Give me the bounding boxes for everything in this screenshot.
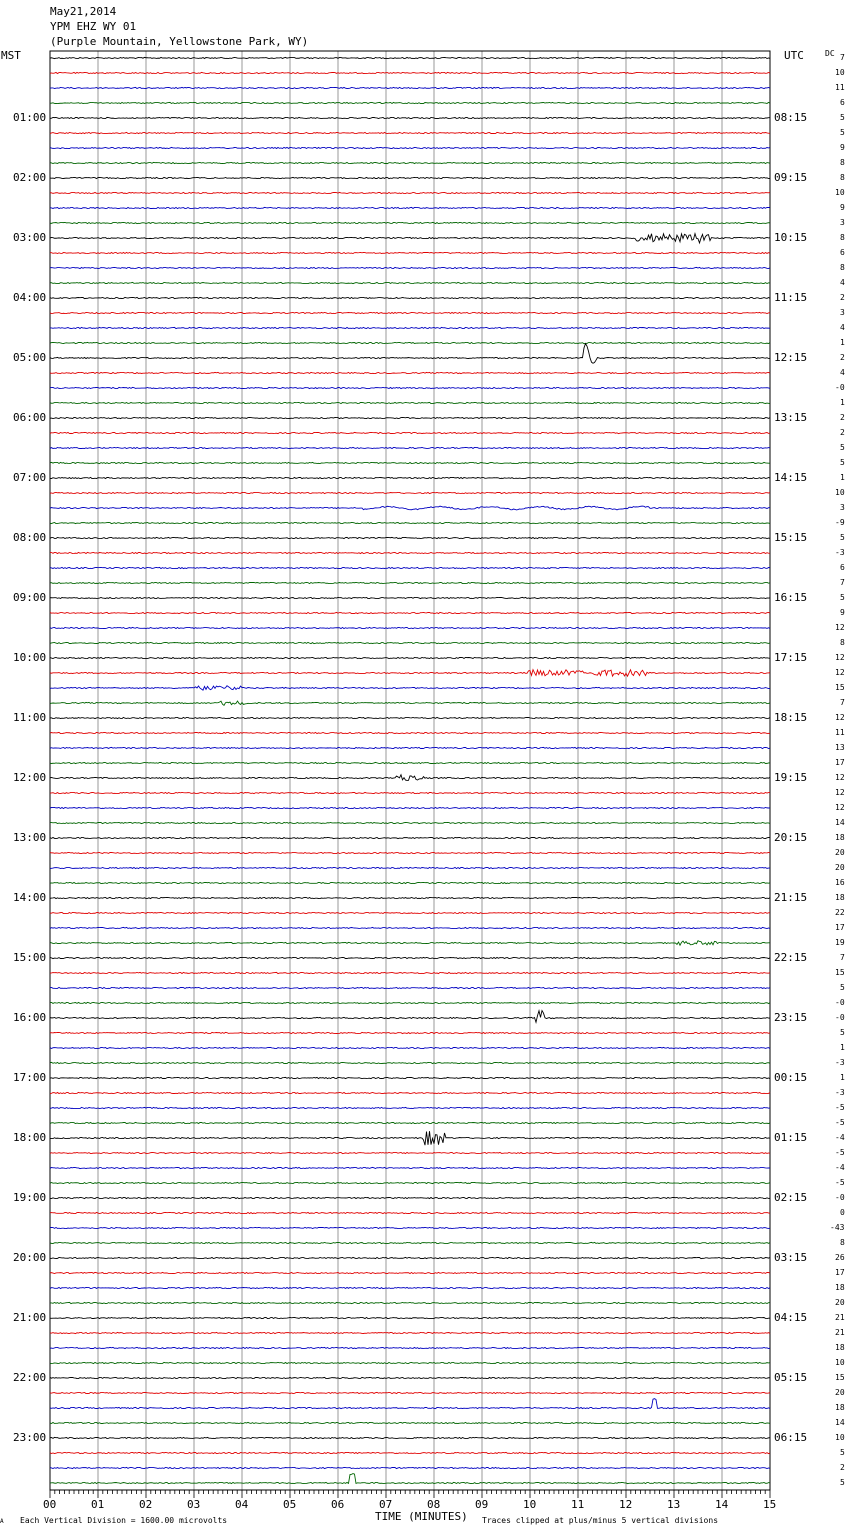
seismic-trace (50, 747, 770, 748)
plot-date: May21,2014 (50, 5, 117, 18)
mst-hour-label: 11:00 (13, 711, 47, 724)
utc-hour-label: 19:15 (774, 771, 808, 784)
dc-offset-value: 20 (835, 1298, 845, 1307)
dc-offset-value: 5 (840, 443, 845, 452)
dc-offset-value: 12 (835, 623, 845, 632)
dc-offset-value: 3 (840, 503, 845, 512)
seismic-trace (50, 1002, 770, 1003)
seismic-trace (50, 852, 770, 853)
mst-hour-label: 17:00 (13, 1071, 47, 1084)
seismic-trace (50, 1452, 770, 1453)
dc-offset-value: -3 (835, 548, 845, 557)
mst-hour-label: 12:00 (13, 771, 47, 784)
station-code: YPM EHZ WY 01 (50, 20, 137, 33)
dc-offset-value: 8 (840, 158, 845, 167)
dc-offset-value: 10 (835, 68, 845, 77)
x-tick-label: 09 (475, 1498, 489, 1511)
dc-offset-value: 13 (835, 743, 845, 752)
seismic-trace (50, 762, 770, 763)
seismic-trace (50, 102, 770, 103)
seismic-trace (50, 1107, 770, 1108)
mst-hour-label: 10:00 (13, 651, 47, 664)
dc-offset-value: -0 (835, 998, 845, 1007)
seismic-trace (50, 234, 770, 243)
dc-offset-value: 2 (840, 413, 845, 422)
mst-hour-label: 06:00 (13, 411, 47, 424)
dc-offset-value: -5 (835, 1148, 845, 1157)
dc-offset-value: 10 (835, 488, 845, 497)
utc-hour-label: 00:15 (774, 1071, 808, 1084)
mst-hour-label: 23:00 (13, 1431, 47, 1444)
utc-hour-label: 04:15 (774, 1311, 808, 1324)
seismic-trace (50, 57, 770, 58)
seismic-trace (50, 1317, 770, 1318)
mst-hour-label: 16:00 (13, 1011, 47, 1024)
dc-offset-value: -4 (835, 1133, 845, 1142)
seismic-trace (50, 1131, 770, 1145)
dc-offset-value: 17 (835, 1268, 845, 1277)
dc-offset-value: 4 (840, 368, 845, 377)
dc-offset-value: 4 (840, 323, 845, 332)
seismic-trace (50, 1152, 770, 1153)
seismic-trace (50, 732, 770, 733)
dc-offset-value: 14 (835, 818, 845, 827)
mst-hour-label: 22:00 (13, 1371, 47, 1384)
dc-offset-value: 16 (835, 878, 845, 887)
seismic-trace (50, 1227, 770, 1228)
seismic-trace (50, 344, 770, 364)
seismic-trace (50, 1242, 770, 1243)
seismic-trace (50, 297, 770, 298)
dc-offset-value: 1 (840, 1043, 845, 1052)
dc-offset-value: 20 (835, 848, 845, 857)
dc-offset-value: 6 (840, 248, 845, 257)
dc-offset-value: 17 (835, 758, 845, 767)
mst-hour-label: 03:00 (13, 231, 47, 244)
dc-offset-value: 20 (835, 1388, 845, 1397)
dc-offset-value: -5 (835, 1103, 845, 1112)
dc-offset-value: 9 (840, 203, 845, 212)
dc-offset-value: 8 (840, 233, 845, 242)
seismic-trace (50, 1092, 770, 1093)
seismic-trace (50, 537, 770, 538)
dc-offset-value: 8 (840, 173, 845, 182)
seismic-trace (50, 1032, 770, 1033)
seismic-trace (50, 567, 770, 568)
dc-offset-value: 21 (835, 1328, 845, 1337)
utc-hour-label: 06:15 (774, 1431, 808, 1444)
seismic-trace (50, 267, 770, 268)
utc-hour-label: 08:15 (774, 111, 808, 124)
dc-offset-value: 20 (835, 863, 845, 872)
seismic-trace (50, 582, 770, 583)
seismic-trace (50, 372, 770, 373)
seismic-trace (50, 162, 770, 163)
seismic-trace (50, 177, 770, 178)
seismic-trace (50, 462, 770, 463)
seismic-trace (50, 627, 770, 628)
dc-offset-value: 15 (835, 683, 845, 692)
seismic-trace (50, 327, 770, 328)
x-tick-label: 02 (139, 1498, 153, 1511)
dc-offset-value: 7 (840, 53, 845, 62)
dc-offset-value: 21 (835, 1313, 845, 1322)
x-tick-label: 00 (43, 1498, 57, 1511)
dc-offset-value: 5 (840, 533, 845, 542)
dc-offset-value: 12 (835, 653, 845, 662)
utc-hour-label: 18:15 (774, 711, 808, 724)
seismic-trace (50, 1474, 770, 1484)
x-tick-label: 12 (619, 1498, 633, 1511)
seismic-trace (50, 387, 770, 388)
dc-offset-value: 7 (840, 953, 845, 962)
seismic-trace (50, 701, 770, 705)
seismic-trace (50, 132, 770, 133)
seismic-trace (50, 927, 770, 928)
mst-hour-label: 04:00 (13, 291, 47, 304)
dc-offset-value: 5 (840, 1028, 845, 1037)
utc-hour-label: 22:15 (774, 951, 808, 964)
seismic-trace (50, 987, 770, 988)
utc-hour-label: 01:15 (774, 1131, 808, 1144)
dc-offset-value: 5 (840, 458, 845, 467)
utc-hour-label: 14:15 (774, 471, 808, 484)
dc-offset-value: 5 (840, 128, 845, 137)
seismic-trace (50, 957, 770, 958)
seismic-trace (50, 252, 770, 253)
seismic-trace (50, 670, 770, 677)
seismic-trace (50, 912, 770, 913)
seismic-trace (50, 506, 770, 510)
dc-offset-value: 3 (840, 308, 845, 317)
seismic-trace (50, 147, 770, 148)
dc-offset-value: 12 (835, 803, 845, 812)
seismic-trace (50, 612, 770, 613)
seismic-trace (50, 1122, 770, 1123)
x-tick-label: 11 (571, 1498, 585, 1511)
dc-offset-value: -43 (830, 1223, 845, 1232)
dc-offset-value: 2 (840, 1463, 845, 1472)
dc-offset-value: 19 (835, 938, 845, 947)
seismic-trace (50, 775, 770, 781)
mst-hour-label: 07:00 (13, 471, 47, 484)
mst-hour-label: 01:00 (13, 111, 47, 124)
seismic-trace (50, 1287, 770, 1288)
dc-offset-value: 15 (835, 1373, 845, 1382)
seismic-trace (50, 867, 770, 868)
seismic-trace (50, 432, 770, 433)
dc-offset-value: 15 (835, 968, 845, 977)
seismic-trace (50, 807, 770, 808)
dc-offset-value: -9 (835, 518, 845, 527)
seismic-trace (50, 1077, 770, 1078)
dc-offset-value: 4 (840, 278, 845, 287)
seismic-trace (50, 342, 770, 343)
seismic-trace (50, 1399, 770, 1409)
seismic-trace (50, 1362, 770, 1363)
seismic-trace (50, 1392, 770, 1393)
seismic-trace (50, 972, 770, 973)
x-tick-label: 05 (283, 1498, 297, 1511)
corner-mark: A (0, 1518, 4, 1525)
mst-hour-label: 15:00 (13, 951, 47, 964)
utc-hour-label: 03:15 (774, 1251, 808, 1264)
dc-offset-value: -5 (835, 1178, 845, 1187)
seismic-trace (50, 117, 770, 118)
dc-offset-value: 18 (835, 1343, 845, 1352)
seismic-trace (50, 1257, 770, 1258)
dc-offset-value: 5 (840, 1478, 845, 1487)
seismic-trace (50, 72, 770, 73)
dc-offset-value: 12 (835, 773, 845, 782)
seismic-trace (50, 941, 770, 945)
seismic-trace (50, 222, 770, 223)
utc-hour-label: 02:15 (774, 1191, 808, 1204)
x-tick-label: 01 (91, 1498, 105, 1511)
dc-offset-value: 12 (835, 668, 845, 677)
dc-offset-value: -4 (835, 1163, 845, 1172)
clip-note: Traces clipped at plus/minus 5 vertical divisions (482, 1516, 719, 1525)
x-tick-label: 03 (187, 1498, 201, 1511)
x-tick-label: 08 (427, 1498, 441, 1511)
seismic-trace (50, 792, 770, 793)
seismic-trace (50, 477, 770, 478)
seismic-trace (50, 207, 770, 208)
seismic-trace (50, 837, 770, 838)
mst-hour-label: 09:00 (13, 591, 47, 604)
seismic-trace (50, 1167, 770, 1168)
dc-offset-value: 1 (840, 398, 845, 407)
utc-hour-label: 20:15 (774, 831, 808, 844)
dc-offset-value: 12 (835, 713, 845, 722)
dc-offset-value: -5 (835, 1118, 845, 1127)
station-location: (Purple Mountain, Yellowstone Park, WY) (50, 35, 309, 48)
seismic-trace (50, 1347, 770, 1348)
dc-offset-value: 6 (840, 98, 845, 107)
dc-offset-value: 8 (840, 638, 845, 647)
scale-note: Each Vertical Division = 1600.00 microvolts (20, 1516, 228, 1525)
dc-offset-value: 5 (840, 113, 845, 122)
mst-hour-label: 08:00 (13, 531, 47, 544)
dc-offset-value: 5 (840, 983, 845, 992)
mst-hour-label: 18:00 (13, 1131, 47, 1144)
dc-offset-value: 9 (840, 608, 845, 617)
utc-hour-label: 23:15 (774, 1011, 808, 1024)
seismic-trace (50, 282, 770, 283)
dc-offset-value: 18 (835, 893, 845, 902)
utc-hour-label: 11:15 (774, 291, 808, 304)
dc-offset-value: 2 (840, 293, 845, 302)
seismic-trace (50, 552, 770, 553)
dc-offset-value: 11 (835, 728, 845, 737)
utc-hour-label: 12:15 (774, 351, 808, 364)
seismic-trace (50, 1062, 770, 1063)
x-tick-label: 07 (379, 1498, 393, 1511)
seismic-trace (50, 642, 770, 643)
dc-offset-value: 3 (840, 218, 845, 227)
seismic-trace (50, 686, 770, 690)
seismic-trace (50, 1197, 770, 1198)
dc-offset-value: -0 (835, 1193, 845, 1202)
dc-offset-value: 22 (835, 908, 845, 917)
dc-offset-value: 7 (840, 578, 845, 587)
dc-offset-value: 8 (840, 1238, 845, 1247)
dc-offset-value: 11 (835, 83, 845, 92)
dc-offset-value: -3 (835, 1058, 845, 1067)
seismic-trace (50, 1212, 770, 1213)
seismic-trace (50, 1047, 770, 1048)
seismic-trace (50, 492, 770, 493)
dc-offset-value: 18 (835, 1403, 845, 1412)
dc-offset-value: 1 (840, 1073, 845, 1082)
dc-offset-value: 7 (840, 698, 845, 707)
seismic-trace (50, 522, 770, 523)
right-timezone: UTC (784, 49, 804, 62)
dc-offset-value: 18 (835, 833, 845, 842)
seismic-trace (50, 597, 770, 598)
seismic-trace (50, 897, 770, 898)
seismic-trace (50, 1377, 770, 1378)
seismic-trace (50, 447, 770, 448)
dc-offset-value: 2 (840, 353, 845, 362)
dc-offset-value: -0 (835, 1013, 845, 1022)
plot-frame (50, 51, 770, 1490)
dc-header: DC (825, 49, 835, 58)
mst-hour-label: 14:00 (13, 891, 47, 904)
seismic-trace (50, 1467, 770, 1468)
utc-hour-label: 09:15 (774, 171, 808, 184)
utc-hour-label: 10:15 (774, 231, 808, 244)
seismic-trace (50, 1332, 770, 1333)
mst-hour-label: 19:00 (13, 1191, 47, 1204)
x-tick-label: 13 (667, 1498, 681, 1511)
seismic-trace (50, 1011, 770, 1023)
utc-hour-label: 21:15 (774, 891, 808, 904)
seismic-trace (50, 1302, 770, 1303)
mst-hour-label: 02:00 (13, 171, 47, 184)
seismic-trace (50, 402, 770, 403)
dc-offset-value: 2 (840, 428, 845, 437)
left-timezone: MST (1, 49, 21, 62)
dc-offset-value: -0 (835, 383, 845, 392)
utc-hour-label: 16:15 (774, 591, 808, 604)
mst-hour-label: 20:00 (13, 1251, 47, 1264)
x-axis-title: TIME (MINUTES) (375, 1510, 468, 1523)
seismic-trace (50, 717, 770, 718)
dc-offset-value: 1 (840, 473, 845, 482)
dc-offset-value: 14 (835, 1418, 845, 1427)
dc-offset-value: 12 (835, 788, 845, 797)
seismic-trace (50, 1422, 770, 1423)
dc-offset-value: 6 (840, 563, 845, 572)
dc-offset-value: 10 (835, 1433, 845, 1442)
seismic-trace (50, 882, 770, 883)
dc-offset-value: 17 (835, 923, 845, 932)
x-tick-label: 06 (331, 1498, 345, 1511)
seismic-trace (50, 1437, 770, 1438)
x-tick-label: 14 (715, 1498, 729, 1511)
mst-hour-label: 21:00 (13, 1311, 47, 1324)
dc-offset-value: -3 (835, 1088, 845, 1097)
mst-hour-label: 13:00 (13, 831, 47, 844)
dc-offset-value: 8 (840, 263, 845, 272)
seismic-trace (50, 1272, 770, 1273)
dc-offset-value: 0 (840, 1208, 845, 1217)
dc-offset-value: 18 (835, 1283, 845, 1292)
dc-offset-value: 26 (835, 1253, 845, 1262)
seismic-trace (50, 657, 770, 658)
seismic-trace (50, 312, 770, 313)
utc-hour-label: 17:15 (774, 651, 808, 664)
dc-offset-value: 10 (835, 1358, 845, 1367)
seismic-trace (50, 417, 770, 418)
seismic-trace (50, 87, 770, 88)
seismic-trace (50, 192, 770, 193)
x-tick-label: 04 (235, 1498, 249, 1511)
mst-hour-label: 05:00 (13, 351, 47, 364)
seismic-trace (50, 1182, 770, 1183)
utc-hour-label: 13:15 (774, 411, 808, 424)
dc-offset-value: 5 (840, 1448, 845, 1457)
dc-offset-value: 10 (835, 188, 845, 197)
dc-offset-value: 1 (840, 338, 845, 347)
x-tick-label: 10 (523, 1498, 537, 1511)
dc-offset-value: 5 (840, 593, 845, 602)
dc-offset-value: 9 (840, 143, 845, 152)
utc-hour-label: 15:15 (774, 531, 808, 544)
utc-hour-label: 05:15 (774, 1371, 808, 1384)
x-tick-label: 15 (763, 1498, 777, 1511)
seismic-trace (50, 822, 770, 823)
